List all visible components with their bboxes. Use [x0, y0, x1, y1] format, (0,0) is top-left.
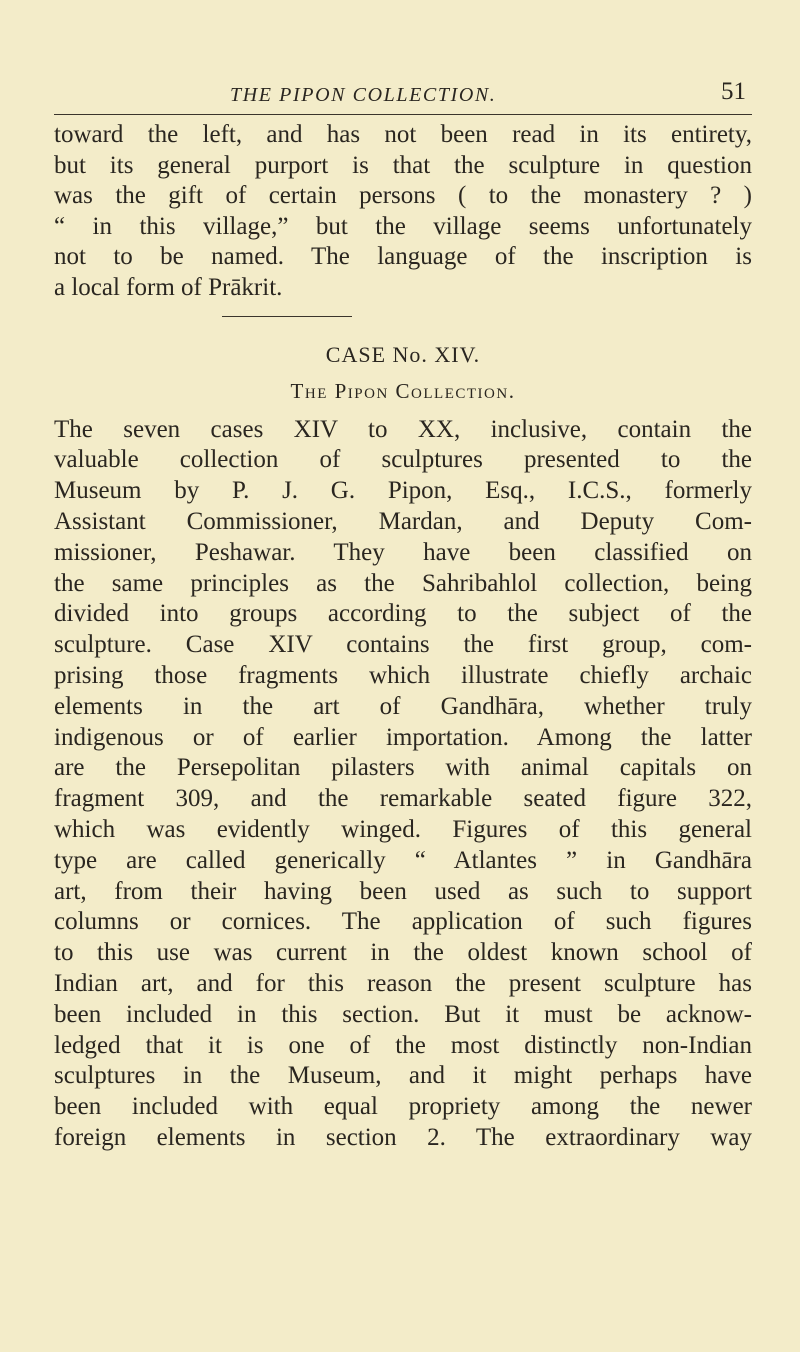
text-line: columns or cornices. The application of such figures	[54, 908, 752, 936]
text-line: fragment 309, and the remarkable seated figure 322,	[54, 785, 752, 813]
text-line: sculpture. Case XIV contains the first group, com-	[54, 631, 752, 659]
text-line: type are called generically “ Atlantes ” in Gandhāra	[54, 846, 752, 874]
book-page	[54, 0, 752, 1352]
text-line: elements in the art of Gandhāra, whether truly	[54, 692, 752, 720]
text-line: Indian art, and for this reason the present sculpture has	[54, 969, 752, 997]
text-line: are the Persepolitan pilasters with animal capitals on	[54, 754, 752, 782]
header-rule	[54, 114, 752, 115]
section-divider	[222, 316, 352, 317]
text-line: been included in this section. But it must be acknow-	[54, 1000, 752, 1028]
text-line: to this use was current in the oldest known school of	[54, 939, 752, 967]
text-line: “ in this village,” but the village seems unfortunately	[54, 212, 752, 240]
text-line: missioner, Peshawar. They have been classified on	[54, 538, 752, 566]
text-line: been included with equal propriety among the newer	[54, 1093, 752, 1121]
text-line: was the gift of certain persons ( to the monastery ? )	[54, 182, 752, 210]
text-line: Assistant Commissioner, Mardan, and Deputy Com-	[54, 507, 752, 535]
text-line: Museum by P. J. G. Pipon, Esq., I.C.S., formerly	[54, 477, 752, 505]
text-line: The seven cases XIV to XX, inclusive, contain the	[54, 415, 752, 443]
case-heading: CASE No. XIV.	[325, 341, 481, 367]
text-line: sculptures in the Museum, and it might perhaps have	[54, 1062, 752, 1090]
text-line: ledged that it is one of the most distinctly non-Indian	[54, 1031, 752, 1059]
paragraph-2	[54, 415, 752, 1154]
text-line: which was evidently winged. Figures of this general	[54, 815, 752, 843]
text-line: foreign elements in section 2. The extraordinary way	[54, 1123, 752, 1151]
text-line: valuable collection of sculptures presented to the	[54, 446, 752, 474]
running-head	[54, 70, 752, 110]
page-number: 51	[721, 78, 746, 105]
text-line: divided into groups according to the subject of the	[54, 600, 752, 628]
paragraph-1	[54, 120, 752, 304]
text-line: prising those fragments which illustrate chiefly archaic	[54, 661, 752, 689]
body-text	[54, 120, 752, 1154]
text-line: the same principles as the Sahribahlol collection, being	[54, 569, 752, 597]
text-line: a local form of Prākrit.	[54, 273, 283, 301]
text-line: toward the left, and has not been read in its entirety,	[54, 121, 752, 148]
running-title: THE PIPON COLLECTION.	[230, 84, 497, 106]
section-heading: The Pipon Collection.	[290, 378, 516, 403]
text-line: but its general purport is that the sculpture in question	[54, 151, 752, 179]
text-line: art, from their having been used as such to support	[54, 877, 752, 905]
text-line: indigenous or of earlier importation. Among the latter	[54, 723, 752, 751]
text-line: not to be named. The language of the inscription is	[54, 243, 752, 271]
